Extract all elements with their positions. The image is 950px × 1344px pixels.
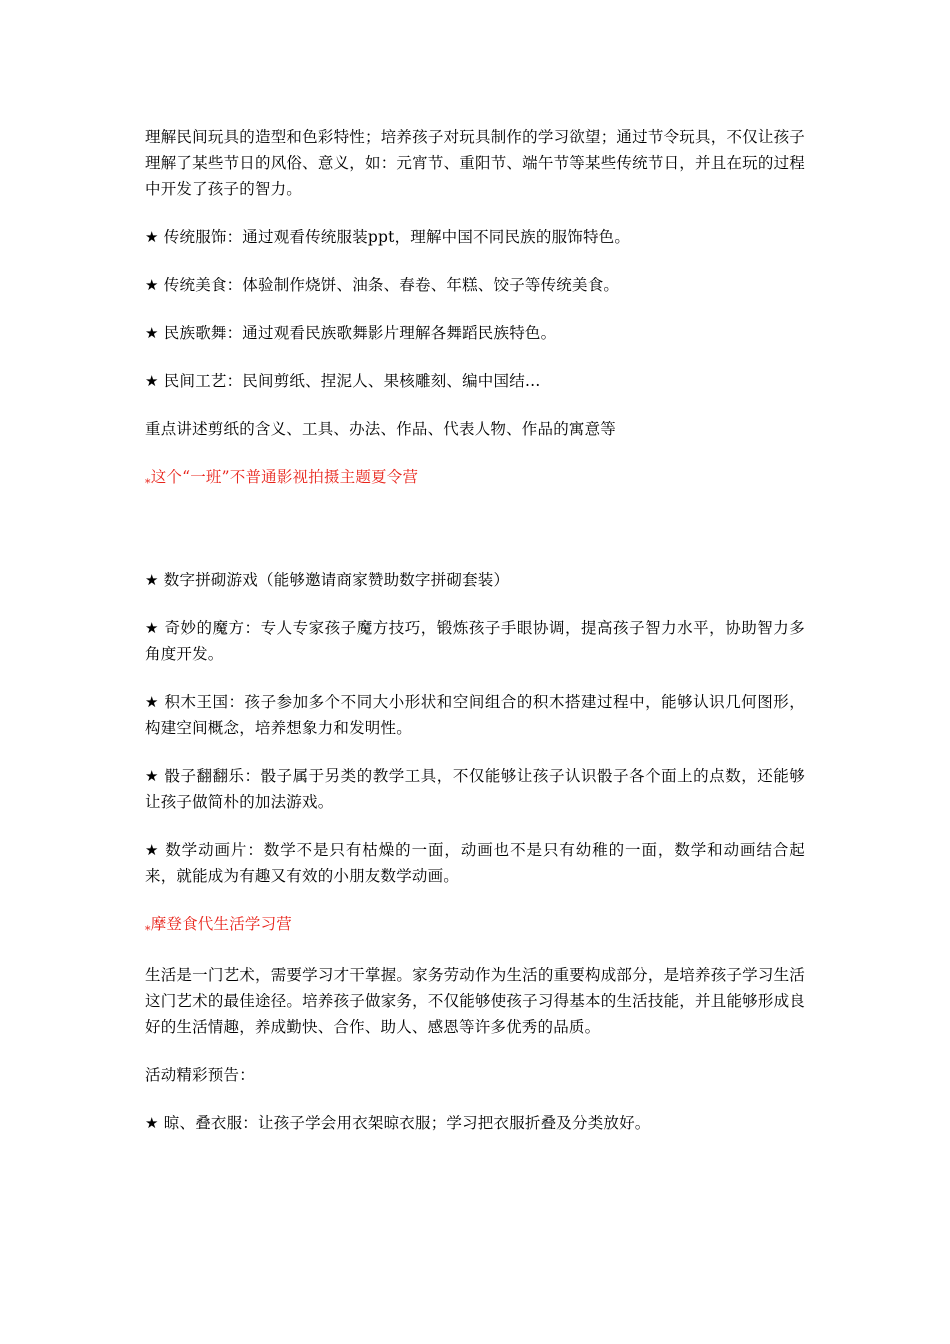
list-item-craft: ★ 民间工艺：民间剪纸、捏泥人、果核雕刻、编中国结… [145,372,541,390]
star-icon: ★ [145,228,159,246]
list-item-cube: ★ 奇妙的魔方：专人专家孩子魔方技巧，锻炼孩子手眼协调，提高孩子智力水平，协助智力多角度开发。 [145,619,805,663]
section-heading-life: ⁎摩登食代生活学习营 [145,915,293,933]
asterisk-icon: ⁎ [145,473,151,486]
star-icon: ★ [145,324,159,342]
list-item-dance: ★ 民族歌舞：通过观看民族歌舞影片理解各舞蹈民族特色。 [145,324,557,342]
star-icon: ★ [145,571,159,589]
list-item-clothing: ★ 传统服饰：通过观看传统服装ppt，理解中国不同民族的服饰特色。 [145,228,631,246]
life-intro-paragraph: 生活是一门艺术，需要学习才干掌握。家务劳动作为生活的重要构成部分，是培养孩子学习生活这门艺术的最佳途径。培养孩子做家务，不仅能够使孩子习得基本的生活技能，并且能够形成良好的生活情趣，养成勤快、合作、助人、感恩等许多优秀的品质。 [145,966,805,1036]
list-item-animation: ★ 数学动画片：数学不是只有枯燥的一面，动画也不是只有幼稚的一面，数学和动画结合起来，就能成为有趣又有效的小朋友数学动画。 [145,841,805,885]
star-icon: ★ [145,619,159,637]
star-icon: ★ [145,693,159,711]
star-icon: ★ [145,841,160,859]
section-heading-film: ⁎这个“一班”不普通影视拍摄主题夏令营 [145,468,419,486]
star-icon: ★ [145,276,159,294]
list-item-food: ★ 传统美食：体验制作烧饼、油条、春卷、年糕、饺子等传统美食。 [145,276,620,294]
star-icon: ★ [145,372,159,390]
star-icon: ★ [145,1114,159,1132]
papercut-note: 重点讲述剪纸的含义、工具、办法、作品、代表人物、作品的寓意等 [145,420,617,438]
list-item-puzzle: ★ 数字拼砌游戏（能够邀请商家赞助数字拼砌套装） [145,571,510,589]
asterisk-icon: ⁎ [145,920,151,933]
intro-paragraph: 理解民间玩具的造型和色彩特性；培养孩子对玩具制作的学习欲望；通过节令玩具，不仅让孩子理解了某些节日的风俗、意义，如：元宵节、重阳节、端午节等某些传统节日，并且在玩的过程中开发了孩子的智力。 [145,128,805,198]
star-icon: ★ [145,767,159,785]
list-item-dice: ★ 骰子翻翻乐：骰子属于另类的教学工具，不仅能够让孩子认识骰子各个面上的点数，还能够让孩子做简朴的加法游戏。 [145,767,805,811]
preview-label: 活动精彩预告： [145,1066,255,1084]
document-page [145,124,805,1136]
list-item-laundry: ★ 晾、叠衣服：让孩子学会用衣架晾衣服；学习把衣服折叠及分类放好。 [145,1114,651,1132]
list-item-blocks: ★ 积木王国：孩子参加多个不同大小形状和空间组合的积木搭建过程中，能够认识几何图形，构建空间概念，培养想象力和发明性。 [145,693,805,737]
